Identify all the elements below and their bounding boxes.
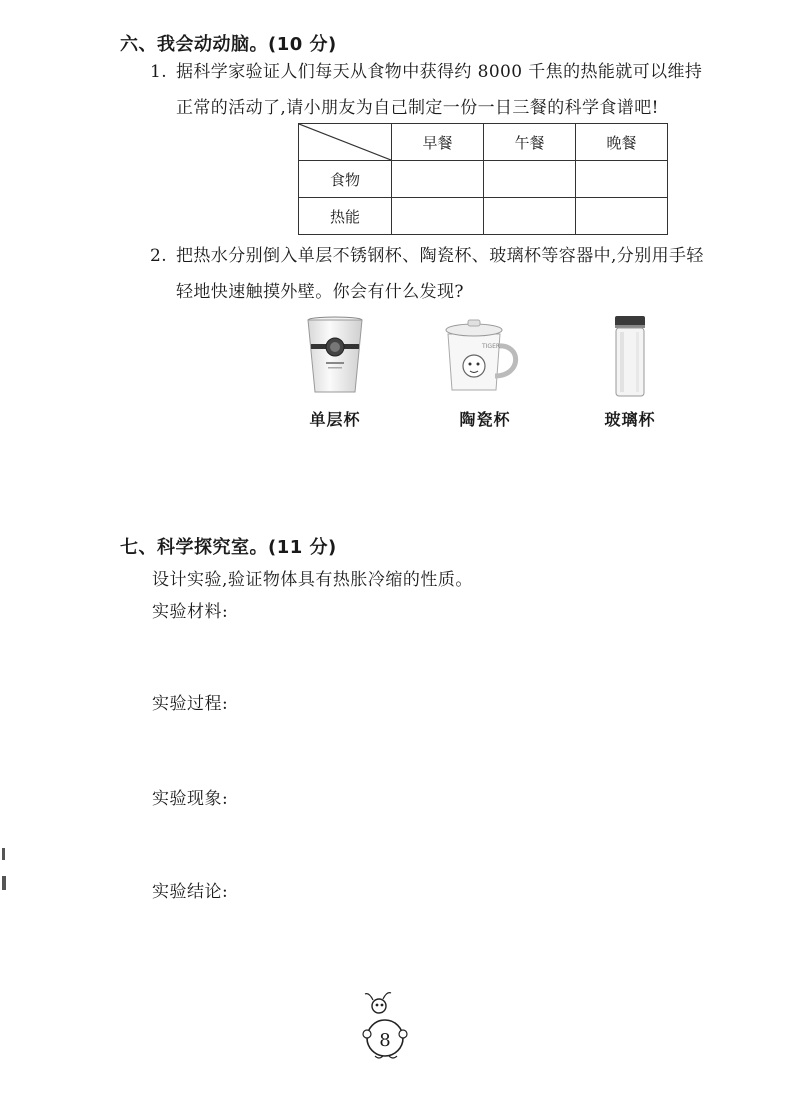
paper-cup-icon bbox=[300, 316, 370, 400]
page-number-ornament bbox=[345, 990, 425, 1064]
table-cell[interactable] bbox=[392, 198, 484, 235]
binding-mark bbox=[2, 876, 6, 890]
table-col-header: 晚餐 bbox=[576, 124, 668, 161]
binding-mark bbox=[2, 848, 5, 860]
cup-label-single: 单层杯 bbox=[309, 410, 361, 429]
section7-title: 七、科学探究室。(11 分) bbox=[120, 537, 337, 558]
table-row-header: 食物 bbox=[299, 161, 392, 198]
table-header-row bbox=[299, 124, 668, 161]
question-2-line2: 轻地快速触摸外壁。你会有什么发现? bbox=[176, 282, 464, 302]
table-cell[interactable] bbox=[484, 198, 576, 235]
question-2 bbox=[150, 238, 790, 310]
svg-text:TIGER: TIGER bbox=[482, 343, 501, 350]
table-cell[interactable] bbox=[576, 198, 668, 235]
table-cell[interactable] bbox=[484, 161, 576, 198]
table-col-header: 早餐 bbox=[392, 124, 484, 161]
page-number: 8 bbox=[379, 1030, 391, 1051]
question-1-line2: 正常的活动了,请小朋友为自己制定一份一日三餐的科学食谱吧! bbox=[176, 98, 659, 118]
table-cell[interactable] bbox=[392, 161, 484, 198]
table-row bbox=[299, 161, 668, 198]
table-cell[interactable] bbox=[576, 161, 668, 198]
table-col-header: 午餐 bbox=[484, 124, 576, 161]
glass-bottle-icon bbox=[610, 316, 650, 402]
diagonal-line-icon bbox=[299, 124, 391, 160]
question-1 bbox=[150, 54, 790, 126]
question-2-line1: 把热水分别倒入单层不锈钢杯、陶瓷杯、玻璃杯等容器中,分别用手轻 bbox=[176, 246, 704, 266]
question-1-line1: 据科学家验证人们每天从食物中获得约 8000 千焦的热能就可以维持 bbox=[176, 62, 703, 82]
question-2-number: 2. bbox=[150, 246, 168, 266]
prompt-conclusion: 实验结论: bbox=[152, 882, 229, 902]
question-1-number: 1. bbox=[150, 62, 168, 82]
section6-title: 六、我会动动脑。(10 分) bbox=[120, 34, 337, 55]
prompt-materials: 实验材料: bbox=[152, 602, 229, 622]
meal-table bbox=[298, 123, 668, 235]
cup-label-glass: 玻璃杯 bbox=[604, 410, 656, 429]
prompt-process: 实验过程: bbox=[152, 694, 229, 714]
section7-intro: 设计实验,验证物体具有热胀冷缩的性质。 bbox=[152, 570, 473, 590]
prompt-phenomenon: 实验现象: bbox=[152, 789, 229, 809]
table-row bbox=[299, 198, 668, 235]
cup-label-ceramic: 陶瓷杯 bbox=[459, 410, 511, 429]
table-corner-cell bbox=[299, 124, 392, 161]
table-row-header: 热能 bbox=[299, 198, 392, 235]
ceramic-mug-icon bbox=[440, 316, 530, 400]
